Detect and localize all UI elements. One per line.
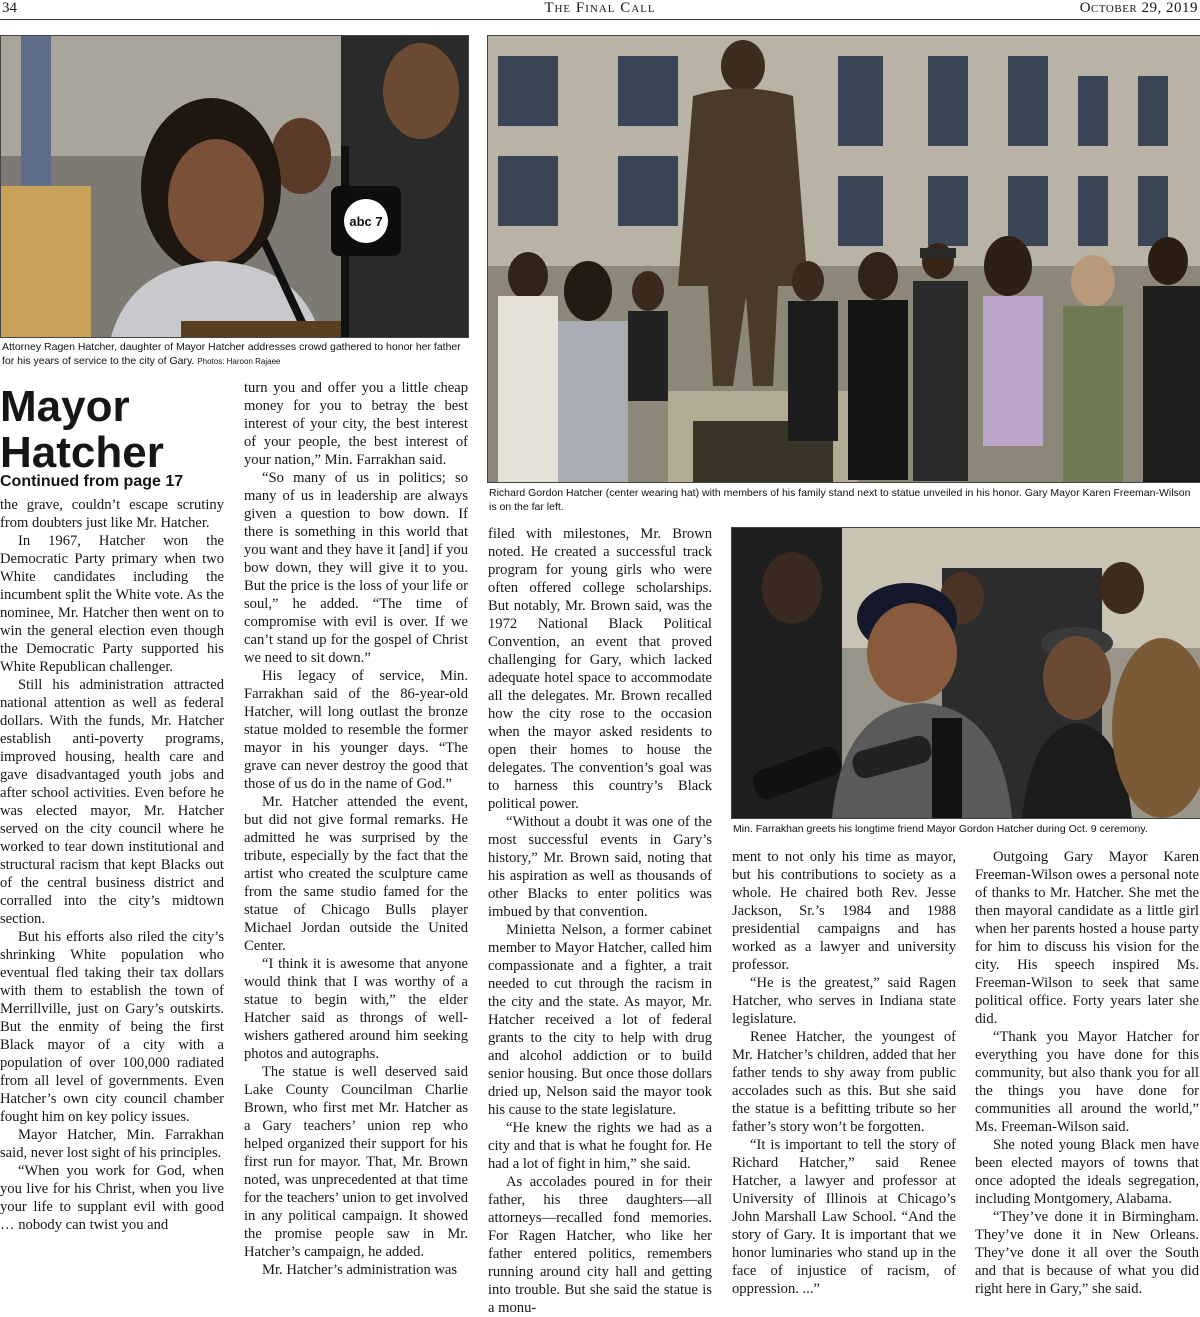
paragraph: “When you work for God, when you live for his Christ, when you live your life to supplant evil with good … nobody can twist you and — [0, 1163, 224, 1233]
paragraph: “So many of us in politics; so many of us in leadership are always given a question to bow down. If there is something in this world that you want and they have it [and] if you bow down, they will give it to you. But the price is the loss of your life or soul,” he added. “The time of compromise with evil is over. If we can’t stand up for the gospel of Christ we need to sit down.” — [244, 470, 468, 666]
paragraph: filed with milestones, Mr. Brown noted. He created a successful track program for young girls who were often offered college scholarships. But notably, Mr. Brown said, was the 1972 National Black Political Convention, an event that proved challenging for Gary, which lacked adequate hotel space to accommodate all the delegates. Mr. Brown recalled how the city rose to the occasion when the mayor asked residents to open their homes to house the delegates. The convention’s goal was to harness this country’s Black political power. — [488, 526, 712, 812]
caption-text: Attorney Ragen Hatcher, daughter of Mayor Hatcher addresses crowd gathered to honor her father for his years of service to the city of Gary. — [2, 341, 461, 367]
article-column-5 — [975, 848, 1199, 1298]
continued-from-label[interactable]: Continued from page 17 — [0, 473, 184, 490]
photo-speaker — [0, 35, 469, 338]
article-column-4 — [732, 848, 956, 1298]
paragraph: “They’ve done it in Birmingham. They’ve done it in New Orleans. They’ve done it all over the South and that is because of what you did right here in Gary,” she said. — [975, 1209, 1199, 1297]
paragraph: She noted young Black men have been elected mayors of towns that once adopted the ideals segregation, including Montgomery, Alabama. — [975, 1137, 1199, 1207]
paragraph: Mr. Hatcher’s administration was — [262, 1262, 458, 1278]
paragraph: “Without a doubt it was one of the most successful events in Gary’s history,” Mr. Brown said, noting that his aspiration as well as thousands of other Blacks to enter politics was imbued by that convention. — [488, 814, 712, 920]
paragraph: ment to not only his time as mayor, but his contributions to society as a whole. He chaired both Rev. Jesse Jackson, Sr.’s 1984 and 1988 presidential campaigns and has worked as a lawyer and university professor. — [732, 849, 956, 973]
paragraph: “He knew the rights we had as a city and that is what he fought for. He had a lot of fight in him,” she said. — [488, 1120, 712, 1172]
page-number: 34 — [2, 0, 17, 16]
paragraph: the grave, couldn’t escape scrutiny from doubters just like Mr. Hatcher. — [0, 497, 224, 531]
paragraph: “He is the greatest,” said Ragen Hatcher, who serves in Indiana state legislature. — [732, 975, 956, 1027]
page-header — [0, 0, 1200, 20]
caption-greeting — [733, 822, 1200, 836]
article-headline: Mayor Hatcher — [0, 382, 164, 477]
photo-greeting — [731, 527, 1200, 819]
paragraph: The statue is well deserved said Lake County Councilman Charlie Brown, who first met Mr. Hatcher as a Gary teachers’ union rep who helped organized their support for his first run for mayor. That, Mr. Brown noted, was unprecedented at that time for the teachers’ union to get involved in any political campaign. It showed the promise people saw in Mr. Hatcher’s campaign, he added. — [244, 1064, 468, 1260]
paragraph: Outgoing Gary Mayor Karen Freeman-Wilson owes a personal note of thanks to Mr. Hatcher. She met the then mayoral candidate as a little girl when her parents hosted a house party for him to discuss his vision for the city. His speech inspired Ms. Freeman-Wilson to seek that same political office. Forty years later she did. — [975, 849, 1199, 1027]
mic-flag-logo: abc 7 — [349, 214, 383, 229]
issue-date: October 29, 2019 — [1079, 0, 1198, 16]
article-column-3 — [488, 525, 712, 1317]
caption-text: Richard Gordon Hatcher (center wearing hat) with members of his family stand next to statue unveiled in his honor. Gary Mayor Karen Freeman-Wilson is on the far left. — [489, 487, 1191, 513]
paragraph: turn you and offer you a little cheap money for you to betray the best interest of your city, the best interest of your people, the best interest of your nation,” Min. Farrakhan said. — [244, 380, 468, 468]
photo-statue — [487, 35, 1200, 483]
article-column-1 — [0, 496, 224, 1234]
paragraph: “It is important to tell the story of Richard Hatcher,” said Renee Hatcher, a lawyer and professor at University of Illinois at Chicago’s John Marshall Law School. “And the story of Gary. It is important that we honor luminaries who stand up in the face of injustice of racism, of oppression. ...” — [732, 1137, 956, 1297]
article-column-2 — [244, 379, 468, 1279]
paragraph: In 1967, Hatcher won the Democratic Party primary when two White candidates including the incumbent split the White vote. As the nominee, Mr. Hatcher then went on to win the general election even though the Democratic Party supported his White Republican challenger. — [0, 533, 224, 675]
paragraph: “I think it is awesome that anyone would think that I was worthy of a statue to begin with,” the elder Hatcher said as throngs of well-wishers gathered around him seeking photos and autographs. — [244, 956, 468, 1062]
caption-statue — [489, 486, 1199, 514]
paragraph: “Thank you Mayor Hatcher for everything you have done for this community, but also thank you for all the things you have done for communities all around the world,” Ms. Freeman-Wilson said. — [975, 1029, 1199, 1135]
paragraph: Mayor Hatcher, Min. Farrakhan said, never lost sight of his principles. — [0, 1127, 224, 1161]
paragraph: Mr. Hatcher attended the event, but did not give formal remarks. He admitted he was surprised by the tribute, especially by the fact that the artist who created the sculpture came from the same studio famed for the statue of Chicago Bulls player Michael Jordan outside the United Center. — [244, 794, 468, 954]
newspaper-name: The Final Call — [544, 0, 656, 16]
photo-credit: Photos: Haroon Rajaee — [197, 357, 281, 366]
paragraph: But his efforts also riled the city’s shrinking White population who eventual fled taking their tax dollars with them to establish the town of Merrillville, just on Gary’s outskirts. But the enmity of being the first Black mayor of a city with a population of over 100,000 radiated from all level of governments. Even Hatcher’s own city council chamber fought him on key policy issues. — [0, 929, 224, 1125]
paragraph: Minietta Nelson, a former cabinet member to Mayor Hatcher, called him compassionate and a fighter, a trait needed to cut through the racism in the city and the state. As mayor, Mr. Hatcher received a lot of federal grants to the city to help with drug and alcohol addiction or to build senior housing. But once those dollars dried up, Nelson said the mayor took his cause to the state legislature. — [488, 922, 712, 1118]
paragraph: As accolades poured in for their father, his three daughters—all attorneys—recalled fond memories. For Ragen Hatcher, who like her father entered politics, remembers running around city hall and getting into trouble. But she said the statue is a monu- — [488, 1174, 712, 1316]
paragraph: Still his administration attracted national attention as well as federal dollars. With the funds, Mr. Hatcher establish anti-poverty programs, improved housing, health care and gave disadvantaged youth jobs and after school activities. Even before he was elected mayor, Mr. Hatcher served on the city council where he worked to tear down institutional and structural racism that kept Blacks out of the central business district and corralled into the city’s midtown section. — [0, 677, 224, 927]
caption-text: Min. Farrakhan greets his longtime friend Mayor Gordon Hatcher during Oct. 9 ceremony. — [733, 823, 1148, 835]
paragraph: His legacy of service, Min. Farrakhan said of the 86-year-old Hatcher, will long outlast the bronze statue molded to resemble the former mayor in his younger days. “The grave can never destroy the good that those of us do in the name of God.” — [244, 668, 468, 792]
caption-speaker — [2, 340, 468, 369]
paragraph: Renee Hatcher, the youngest of Mr. Hatcher’s children, added that her father tends to shy away from public accolades such as this. But she said the statue is a befitting tribute so her father’s story won’t be forgotten. — [732, 1029, 956, 1135]
